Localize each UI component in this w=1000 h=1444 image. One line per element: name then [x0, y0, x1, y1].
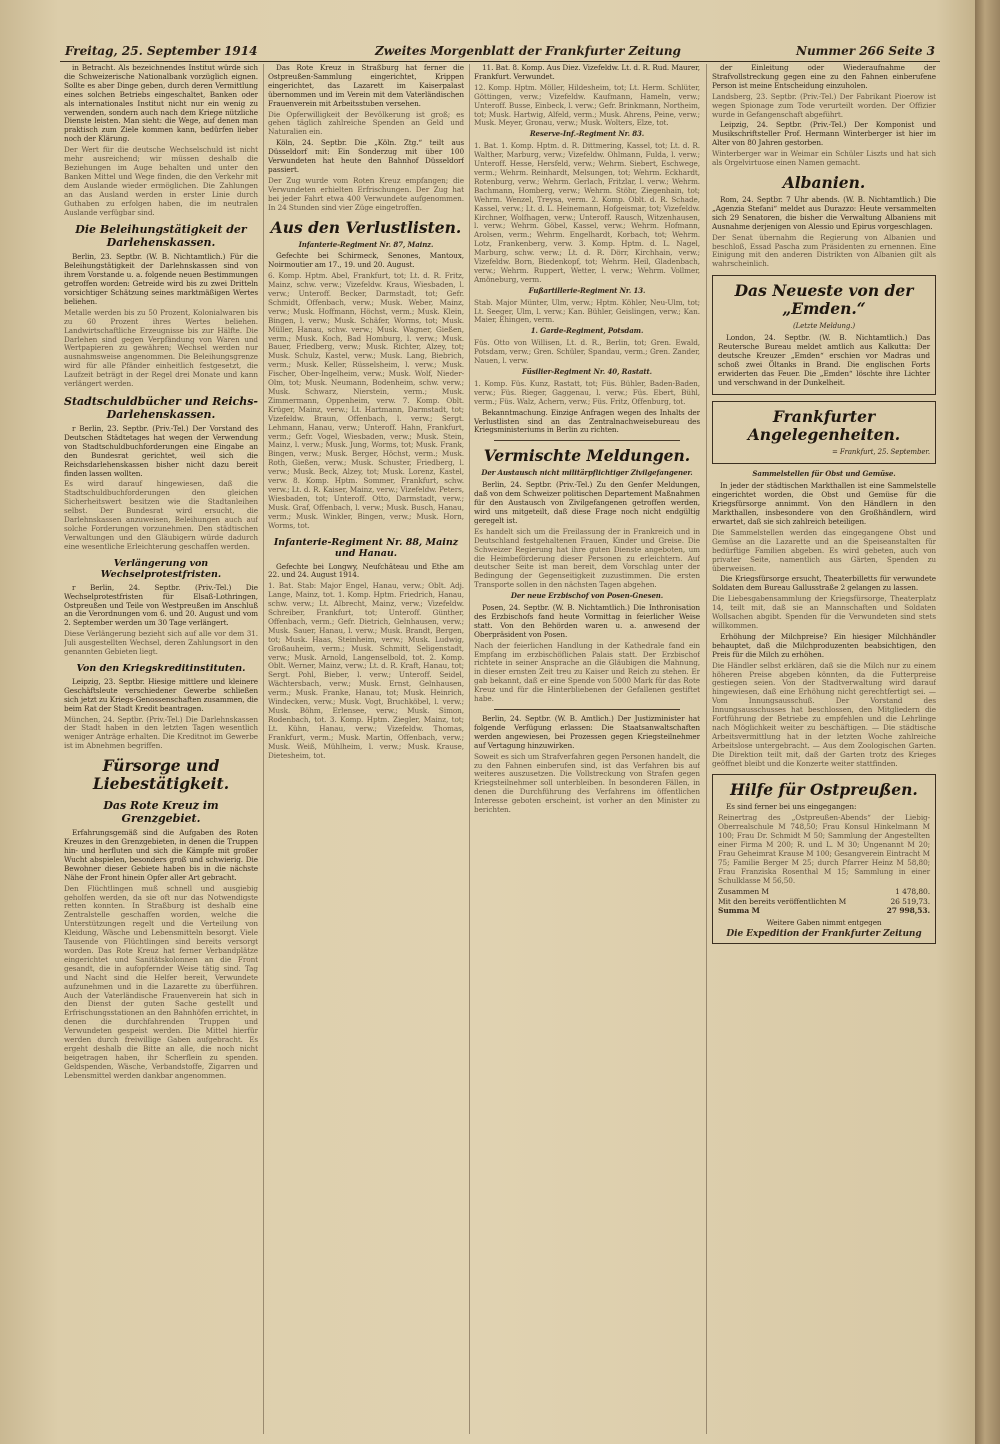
article-text: 11. Bat. 8. Komp. Aus Diez. Vizefeldw. Lt. d. R. Rud. Maurer, Frankfurt. Verwundet. — [474, 64, 700, 81]
closing-note: Weitere Gaben nimmt entgegen — [766, 918, 882, 928]
article-text: Köln, 24. Septbr. Die „Köln. Ztg.“ teilt aus Düsseldorf mit: Ein Sonderzug mit über 100 Verwundeten hat heute den Bahnhof Düsseldorf passiert. — [268, 138, 464, 174]
article-text: Der Wert für die deutsche Wechselschuld ist nicht mehr ausreichend; wir müssen deshalb die Beziehungen im Auge behalten und unter den Banken Mittel und Wege finden, die den Verkehr mit dem Auslande wieder ermöglichen. Die Zahlungen an das Ausland werden in erster Linie durch Guthaben zu erfolgen haben, die im neutralen Auslande verfügbar sind. — [64, 145, 258, 217]
total-label: Mit den bereits veröffentlichten M — [718, 896, 847, 906]
subheadline: Infanterie-Regiment Nr. 87, Mainz. — [298, 239, 434, 249]
header-edition: Zweites Morgenblatt der Frankfurter Zeitung — [375, 44, 681, 58]
article-text: Gefechte bei Longwy, Neufchâteau und Ethe am 22. und 24. August 1914. — [268, 561, 464, 580]
article-text: r Berlin, 24. Septbr. (Priv.-Tel.) Die Wechselprotestfristen für Elsaß-Lothringen, Ostpreußen und Teile von Westpreußen im Anschluß an die Verordnungen vom 6. und 20. August und vom 2. September werden um 30 Tage verlängert. — [64, 582, 258, 628]
article-text: Berlin, 24. Septbr. (Priv.-Tel.) Zu den Genfer Meldungen, daß von dem Schweizer politischen Departement Maßnahmen für den Austausch von Zivilgefangenen getroffen werden, wird uns mitgeteilt, daß diese Frage noch nicht endgültig geregelt ist. — [474, 480, 700, 525]
headline: Verlängerung von Wechselprotestfristen. — [100, 557, 222, 580]
article-text: Metalle werden bis zu 50 Prozent, Kolonialwaren bis zu 60 Prozent ihres Wertes beliehen. Landwirtschaftliche Erzeugnisse bis zur Hälfte. Die Darlehen sind gegen Verpfändung von Waren und Wertpapieren zu gewähren; Wechsel werden nur ausnahmsweise angenommen. Die Beleihungsgrenze wird für alle Pfänder einheitlich festgesetzt, die Laufzeit beträgt in der Regel drei Monate und kann verlängert werden. — [64, 307, 258, 389]
subheadline: (Letzte Meldung.) — [793, 322, 855, 331]
article-text: Der Zug wurde vom Roten Kreuz empfangen; die Verwundeten erhielten Erfrischungen. Der Zug hat bei jeder Fahrt etwa 400 Verwundete aufgenommen. In 24 Stunden sind vier Züge eingetroffen. — [268, 175, 464, 212]
article-text: Den Flüchtlingen muß schnell und ausgiebig geholfen werden, da sie oft nur das Notwendigste retten konnten. In Straßburg ist deshalb eine Zentralstelle geschaffen worden, welche die Unterstützungen regelt und die Verteilung von Kleidung, Wäsche und Lebensmitteln besorgt. Viele Tausende von Flüchtlingen sind bereits versorgt worden. Das Rote Kreuz hat ferner Verbandplätze eingerichtet und Sanitätskolonnen an die Front gesandt, die in aufopfernder Weise tätig sind. Tag und Nacht sind die Helfer bereit, Verwundete aufzunehmen und in die Lazarette zu überführen. Auch der Vaterländische Frauenverein hat sich in den Dienst der guten Sache gestellt und Erfrischungsstationen an den Bahnhöfen errichtet, in denen die durchfahrenden Truppen und Verwundeten gespeist werden. Die Mittel hierfür werden durch freiwillige Gaben aufgebracht. Es ergeht deshalb die Bitte an alle, die noch nicht beigetragen haben, ihr Scherflein zu spenden. Geldspenden, Wäsche, Verbandstoffe, Zigarren und Lebensmittel werden dankbar angenommen. — [64, 883, 258, 1080]
article-text: Berlin, 24. Septbr. (W. B. Amtlich.) Der Justizminister hat folgende Verfügung erlassen: Die Staatsanwaltschaften werden angewiesen, bei Prozessen gegen Kriegsteilnehmer auf Vertagung hinzuwirken. — [474, 714, 700, 750]
page-header — [55, 42, 935, 60]
headline: Hilfe für Ostpreußen. — [730, 780, 918, 800]
article-text: In jeder der städtischen Markthallen ist eine Sammelstelle eingerichtet worden, die Obst und Gemüse für die Kriegsfürsorge annimmt. Von den Händlern in den Markthallen, insbesondere von den Großhändlern, wird erwartet, daß sie sich zahlreich beteiligen. — [712, 481, 936, 526]
article-text: Das Rote Kreuz in Straßburg hat ferner die Ostpreußen-Sammlung eingerichtet, Krippen eingerichtet, das Lazarett im Kaiserpalast übernommen und im Verein mit dem Vaterländischen Frauenverein mit Arbeitsstuben versehen. — [268, 64, 464, 108]
subheadline: Füsilier-Regiment Nr. 40, Rastatt. — [521, 367, 652, 376]
article-text: Nach der feierlichen Handlung in der Kathedrale fand ein Empfang im erzbischöflichen Palais statt. Der Erzbischof richtete in seiner Ansprache an die Gläubigen die Mahnung, in dieser ernsten Zeit treu zu Kaiser und Reich zu stehen. Er gab bekannt, daß er eine Spende von 5000 Mark für das Rote Kreuz und für die Hinterbliebenen der Gefallenen gestiftet habe. — [474, 640, 700, 704]
header-date: Freitag, 25. September 1914 — [65, 44, 258, 58]
total-row — [718, 898, 930, 907]
book-binding — [975, 0, 1000, 1444]
article-text: Soweit es sich um Strafverfahren gegen Personen handelt, die zu den Fahnen einberufen sind, ist das Verfahren bis auf weiteres auszusetzen. Die Vollstreckung von Strafen gegen Kriegsteilnehmer soll unterbleiben. In besonderen Fällen, in denen die Durchführung des Verfahrens im öffentlichen Interesse geboten erscheint, ist vorher an den Minister zu berichten. — [474, 751, 700, 815]
sum-label: Summa M — [718, 906, 760, 916]
article-text: Es sind ferner bei uns eingegangen: — [726, 802, 857, 812]
casualty-list: 12. Komp. Hptm. Möller, Hildesheim, tot; Lt. Herm. Schlüter, Göttingen, verw.; Vizefeldw. Kaufmann, Hameln, verw.; Unteroff. Busse, Einbeck, l. verw.; Gefr. Brinkmann, Northeim, tot; Musk. Hartwig, Alfeld, verm.; Musk. Ahrens, Peine, verw.; Musk. Meyer, Gronau, verw.; Musk. Wolters, Elze, tot. — [474, 82, 700, 128]
article-text: in Betracht. Als bezeichnendes Institut würde sich die Schweizerische Nationalbank vorzüglich eignen. Sollte es aber Dinge geben, durch deren Vermittlung eines solchen Betriebs eingeschaltet, Banken oder als internationales Institut nicht nur ein wenig zu verwenden, sondern auch nach dem Kriege nützliche Dienste leisten. Man sieht: die Wege, auf denen man praktisch zum Ziele kommen kann, bedürfen lieber noch der Klärung. — [64, 64, 258, 144]
article-text: Es wird darauf hingewiesen, daß die Stadtschuldbuchforderungen den gleichen Sicherheitswert besitzen wie die Stadtanleihen selbst. Der Bundesrat wird ersucht, die Darlehnskassen anzuweisen, Beleihungen auch auf solche Forderungen vorzunehmen. Den städtischen Verwaltungen und den Gläubigern würde dadurch eine wesentliche Erleichterung geschaffen werden. — [64, 479, 258, 551]
dateline: = Frankfurt, 25. September. — [831, 447, 930, 456]
casualty-list: 6. Komp. Hptm. Abel, Frankfurt, tot; Lt. d. R. Fritz, Mainz, schw. verw.; Vizefeldw. Kraus, Wiesbaden, l. verw.; Unteroff. Becker, Darmstadt, tot; Gefr. Schmidt, Offenbach, verw.; Musk. Weber, Mainz, verw.; Musk. Hoffmann, Höchst, verm.; Musk. Klein, Bingen, l. verw.; Musk. Schäfer, Worms, tot; Musk. Müller, Hanau, schw. verw.; Musk. Wagner, Gießen, verm.; Musk. Koch, Bad Homburg, l. verw.; Musk. Bauer, Friedberg, verw.; Musk. Richter, Alzey, tot; Musk. Schulz, Kastel, verw.; Musk. Lang, Biebrich, verm.; Musk. Keller, Rüsselsheim, l. verw.; Musk. Fischer, Ober-Ingelheim, verw.; Musk. Wolf, Nieder-Olm, tot; Musk. Neumann, Bodenheim, schw. verw.; Musk. Schwarz, Nierstein, verm.; Musk. Zimmermann, Oppenheim, verw. 7. Komp. Oblt. Krüger, Mainz, verw.; Lt. Hartmann, Darmstadt, tot; Vizefeldw. Braun, Offenbach, l. verw.; Sergt. Lehmann, Hanau, verw.; Unteroff. Hahn, Frankfurt, verm.; Gefr. Vogel, Wiesbaden, verw.; Musk. Stein, Mainz, l. verw.; Musk. Jung, Worms, tot; Musk. Frank, Bingen, verw.; Musk. Berger, Höchst, verm.; Musk. Roth, Gießen, verw.; Musk. Schuster, Friedberg, l. verw.; Musk. Beck, Alzey, tot; Musk. Lorenz, Kastel, verw. 8. Komp. Hptm. Sommer, Frankfurt, schw. verw.; Lt. d. R. Kaiser, Mainz, verw.; Vizefeldw. Peters, Wiesbaden, tot; Unteroff. Otto, Darmstadt, verw.; Musk. Graf, Offenbach, l. verw.; Musk. Busch, Hanau, verm.; Musk. Winkler, Bingen, verw.; Musk. Horn, Worms, tot. — [268, 271, 464, 530]
headline: Vermischte Meldungen. — [483, 446, 691, 466]
column-separator — [263, 64, 264, 1434]
column-separator — [706, 64, 707, 1434]
subheadline: Fußartillerie-Regiment Nr. 13. — [528, 285, 646, 295]
article-text: Die Kriegsfürsorge ersucht, Theaterbilletts für verwundete Soldaten dem Bureau Gallusstraße 2 gelangen zu lassen. — [712, 574, 936, 593]
sum-value: 27 998,53. — [886, 906, 930, 916]
total-row — [718, 888, 930, 897]
article-text: Landsberg, 23. Septbr. (Priv.-Tel.) Der Fabrikant Pioerow ist wegen Spionage zum Tode verurteilt worden. Der Offizier wurde in Gefangenschaft abgeführt. — [712, 91, 936, 119]
article-text: Bekanntmachung. Einzige Anfragen wegen des Inhalts der Verlustlisten sind an das Zentralnachweisebureau des Kriegsministeriums in Berlin zu richten. — [474, 407, 700, 435]
article-text: Winterberger war in Weimar ein Schüler Liszts und hat sich als Orgelvirtuose einen Namen gemacht. — [712, 149, 936, 168]
article-text: Leipzig, 24. Septbr. (Priv.-Tel.) Der Komponist und Musikschriftsteller Prof. Hermann Winterberger ist hier im Alter von 80 Jahren gestorben. — [712, 120, 936, 148]
headline: Fürsorge und Liebestätigkeit. — [92, 756, 230, 794]
article-text: Die Liebesgabensammlung der Kriegsfürsorge, Theaterplatz 14, teilt mit, daß sie an Mannschaften und Soldaten Wollsachen abgibt. Spenden für die Verwundeten sind stets willkommen. — [712, 594, 936, 630]
total-label: Zusammen M — [718, 886, 769, 896]
article-text: Berlin, 23. Septbr. (W. B. Nichtamtlich.) Für die Beleihungstätigkeit der Darlehnskassen sind von ihrem Vorstande u. a. folgende neuen Bestimmungen getroffen worden: Getreide wird bis zu zwei Dritteln vorsichtiger Schätzung seines marktmäßigen Wertes beliehen. — [64, 252, 258, 306]
column-2 — [268, 64, 464, 1434]
casualty-list: 1. Komp. Füs. Kunz, Rastatt, tot; Füs. Bühler, Baden-Baden, verw.; Füs. Rieger, Gaggenau, l. verw.; Füs. Ebert, Bühl, verm.; Füs. Walz, Achern, verw.; Füs. Fritz, Offenburg, tot. — [474, 378, 700, 406]
article-text: Die Händler selbst erklären, daß sie die Milch nur zu einem höheren Preise abgeben könnten, da die Futterpreise gestiegen seien. Von der Stadtverwaltung wird darauf hingewiesen, daß eine Erhöhung nicht gerechtfertigt sei. — Vom Innungsausschuß. Der Vorstand des Innungsausschusses hat beschlossen, den Mitgliedern die Fortführung der Betriebe zu empfehlen und die Lehrlinge nach Möglichkeit weiter zu beschäftigen. — Die städtische Arbeitsvermittlung hat in der letzten Woche zahlreiche Arbeitslose untergebracht. — Aus dem Zoologischen Garten. Die Direktion teilt mit, daß der Garten trotz des Krieges geöffnet bleibt und die Konzerte weiter stattfinden. — [712, 660, 936, 768]
article-text: Erfahrungsgemäß sind die Aufgaben des Roten Kreuzes in den Grenzgebieten, in denen die Truppen hin- und herfluten und sich die Kämpfe mit großer Wucht abspielen, besonders groß und schwierig. Die Bewohner dieser Gebiete haben bis in die nächste Nähe der Front hinein Opfer aller Art gebracht. — [64, 828, 258, 882]
column-separator — [469, 64, 470, 1434]
subheadline: Der neue Erzbischof von Posen-Gnesen. — [510, 591, 664, 601]
casualty-list: 1. Bat. 1. Komp. Hptm. d. R. Dittmering, Kassel, tot; Lt. d. R. Walther, Marburg, verw.; Vizefeldw. Ohlmann, Fulda, l. verw.; Unteroff. Hesse, Hersfeld, verw.; Wehrm. Siebert, Eschwege, verm.; Wehrm. Reinhardt, Melsungen, tot; Wehrm. Eckhardt, Rotenburg, verw.; Wehrm. Gerlach, Fritzlar, l. verw.; Wehrm. Bachmann, Homberg, verw.; Wehrm. Stöhr, Ziegenhain, tot; Wehrm. Wenzel, Treysa, verm. 2. Komp. Oblt. d. R. Schade, Kassel, verw.; Lt. d. L. Heinemann, Hofgeismar, tot; Vizefeldw. Kirchner, Wolfhagen, verw.; Unteroff. Rausch, Witzenhausen, l. verw.; Wehrm. Göbel, Kassel, verw.; Wehrm. Hofmann, Arolsen, verm.; Wehrm. Engelhardt, Korbach, tot; Wehrm. Lotz, Frankenberg, verw. 3. Komp. Hptm. d. L. Nagel, Marburg, schw. verw.; Lt. d. R. Dörr, Kirchhain, verw.; Vizefeldw. Born, Biedenkopf, tot; Wehrm. Heil, Gladenbach, verw.; Wehrm. Ruppert, Wetter, l. verw.; Wehrm. Vollmer, Amöneburg, verm. — [474, 141, 700, 284]
article-text: r Berlin, 23. Septbr. (Priv.-Tel.) Der Vorstand des Deutschen Städtetages hat wegen der Verwendung von Stadtschuldbuchforderungen eine Eingabe an den Bundesrat gerichtet, weil sich die Reichsdarlehenskassen bisher nicht dazu bereit finden lassen wollten. — [64, 424, 258, 478]
article-text: der Einleitung oder Wiederaufnahme der Strafvollstreckung gegen eine zu den Fahnen einberufene Person ist meine Entscheidung einzuholen. — [712, 64, 936, 90]
donation-list: Reinertrag des „Ostpreußen-Abends“ der Liebig-Oberrealschule M 748,50; Frau Konsul Hinkelmann M 100; Frau Dr. Schmidt M 50; Sammlung der Angestellten einer Firma M 200; R. und L. M 30; Ungenannt M 20; Frau Geheimrat Krause M 100; Gesangverein Eintracht M 75; Familie Berger M 25; durch Pfarrer Heinz M 58,80; Frau Franziska Rosenthal M 15; Sammlung in einer Schulklasse M 56,50. — [718, 813, 930, 885]
section-divider — [494, 440, 680, 441]
article-text: Diese Verlängerung bezieht sich auf alle vor dem 31. Juli ausgestellten Wechsel, deren Zahlungsort in den genannten Gebieten liegt. — [64, 629, 258, 657]
headline: Von den Kriegskreditinstituten. — [76, 662, 246, 674]
subheadline: Reserve-Inf.-Regiment Nr. 83. — [529, 129, 645, 139]
subheadline: 1. Garde-Regiment, Potsdam. — [530, 326, 644, 336]
headline: Stadtschuldbücher und Reichs-Darlehenskassen. — [64, 395, 258, 421]
sum-row — [718, 907, 930, 916]
headline: Das Neueste von der „Emden.“ — [734, 281, 914, 319]
headline: Albanien. — [782, 172, 866, 192]
headline: Frankfurter Angelegenheiten. — [747, 406, 901, 444]
article-text: München, 24. Septbr. (Priv.-Tel.) Die Darlehnskassen der Stadt haben in den letzten Tagen wesentlich weniger Anträge erhalten. Die Kreditnot im Gewerbe ist im Abnehmen begriffen. — [64, 714, 258, 751]
column-4 — [712, 64, 936, 1434]
section-box — [712, 401, 936, 465]
article-text: Der Senat übernahm die Regierung von Albanien und beschloß, Essad Pascha zum Präsidenten zu ernennen. Eine Einigung mit den anderen Distrikten von Albanien gilt als wahrscheinlich. — [712, 232, 936, 269]
casualty-list: Füs. Otto von Willisen, Lt. d. R., Berlin, tot; Gren. Ewald, Potsdam, verw.; Gren. Schüler, Spandau, verm.; Gren. Zander, Nauen, l. verw. — [474, 338, 700, 366]
headline: Das Rote Kreuz im Grenzgebiet. — [103, 799, 219, 826]
article-text: Die Opferwilligkeit der Bevölkerung ist groß; es gehen täglich zahlreiche Spenden an Geld und Naturalien ein. — [268, 109, 464, 137]
header-number: Nummer 266 Seite 3 — [795, 44, 935, 58]
article-text: Gefechte bei Schirmeck, Senones, Mantoux, Noirmoutier am 17., 19. und 20. August. — [268, 251, 464, 270]
casualty-list: 1. Bat. Stab: Major Engel, Hanau, verw.; Oblt. Adj. Lange, Mainz, tot. 1. Komp. Hptm. Friedrich, Hanau, schw. verw.; Lt. Albrecht, Mainz, verw.; Vizefeldw. Schreiber, Frankfurt, tot; Unteroff. Günther, Offenbach, verm.; Gefr. Dietrich, Gelnhausen, verw.; Musk. Sauer, Hanau, l. verw.; Musk. Brandt, Bergen, tot; Musk. Haas, Steinheim, verw.; Musk. Ludwig, Großauheim, verm.; Musk. Schmitt, Seligenstadt, verw.; Musk. Arnold, Langenselbold, tot. 2. Komp. Oblt. Werner, Mainz, verw.; Lt. d. R. Kraft, Hanau, tot; Sergt. Pohl, Bieber, l. verw.; Unteroff. Seidel, Wächtersbach, verw.; Musk. Ernst, Gelnhausen, verm.; Musk. Franke, Hanau, tot; Musk. Heinrich, Windecken, verw.; Musk. Vogt, Bruchköbel, l. verw.; Musk. Böhm, Erlensee, verw.; Musk. Simon, Rodenbach, tot. 3. Komp. Hptm. Ziegler, Mainz, tot; Lt. Kühn, Hanau, verw.; Vizefeldw. Thomas, Frankfurt, verm.; Musk. Martin, Offenbach, verw.; Musk. Weiß, Mühlheim, l. verw.; Musk. Krause, Dietesheim, tot. — [268, 581, 464, 760]
news-box — [712, 275, 936, 394]
headline: Die Beleihungstätigkeit der Darlehenskassen. — [75, 223, 247, 250]
total-value: 26 519,73. — [890, 896, 930, 906]
subheadline: Der Austausch nicht militärpflichtiger Zivilgefangener. — [481, 468, 693, 478]
column-1 — [64, 64, 258, 1434]
column-3 — [474, 64, 700, 1434]
donation-box — [712, 774, 936, 944]
article-text: Erhöhung der Milchpreise? Ein hiesiger Milchhändler behauptet, daß die Milchproduzenten beabsichtigen, den Preis für die Milch zu erhöhen. — [712, 631, 936, 659]
section-divider — [494, 709, 680, 710]
article-text: Rom, 24. Septbr. 7 Uhr abends. (W. B. Nichtamtlich.) Die „Agenzia Stefani“ meldet aus Durazzo: Heute versammelten sich 29 Senatoren, die bisher die Verwaltung Albaniens mit Ausnahme derjenigen von Alessio und Epirus vorgeschlagen. — [712, 194, 936, 231]
subheadline: Sammelstellen für Obst und Gemüse. — [752, 469, 896, 479]
headline: Aus den Verlustlisten. — [270, 217, 462, 237]
article-text: Leipzig, 23. Septbr. Hiesige mittlere und kleinere Geschäftsleute verschiedener Gewerbe schließen sich jetzt zu Kriegs-Genossenschaften zusammen, die beim Rat der Stadt Kredit beantragen. — [64, 676, 258, 713]
headline: Infanterie-Regiment Nr. 88, Mainz und Hanau. — [273, 536, 459, 559]
article-text: Die Sammelstellen werden das eingegangene Obst und Gemüse an die Lazarette und an die Speiseanstalten für bedürftige Familien abgeben. Es wird gebeten, auch von privater Seite, namentlich aus Gärten, Spenden zu überweisen. — [712, 527, 936, 573]
article-text: Posen, 24. Septbr. (W. B. Nichtamtlich.) Die Inthronisation des Erzbischofs fand heute Vormittag in feierlicher Weise statt. Von den Behörden waren u. a. anwesend der Oberpräsident von Posen. — [474, 603, 700, 639]
header-rule — [60, 61, 940, 62]
total-value: 1 478,80. — [895, 886, 930, 896]
casualty-list: Stab. Major Münter, Ulm, verw.; Hptm. Köhler, Neu-Ulm, tot; Lt. Seeger, Ulm, l. verw.; Kan. Bühler, Geislingen, verw.; Kan. Maier, Ehingen, verm. — [474, 297, 700, 325]
article-text: Es handelt sich um die Freilassung der in Frankreich und in Deutschland festgehaltenen Frauen, Kinder und Greise. Die Schweizer Regierung hat ihre guten Dienste angeboten, um die Heimbeförderung dieser Personen zu erleichtern. Auf deutscher Seite ist man bereit, dem Vorschlag unter der Bedingung der Gegenseitigkeit zuzustimmen. Die ersten Transporte sollen in den nächsten Tagen abgehen. — [474, 526, 700, 590]
closing-signature: Die Expedition der Frankfurter Zeitung — [726, 929, 922, 940]
article-text: London, 24. Septbr. (W. B. Nichtamtlich.) Das Reutersche Bureau meldet amtlich aus Kalkutta: Der deutsche Kreuzer „Emden“ erschien vor Madras und schoß zwei Öltanks in Brand. Die englischen Forts erwiderten das Feuer. Die „Emden“ löschte ihre Lichter und verschwand in der Dunkelheit. — [718, 333, 930, 387]
